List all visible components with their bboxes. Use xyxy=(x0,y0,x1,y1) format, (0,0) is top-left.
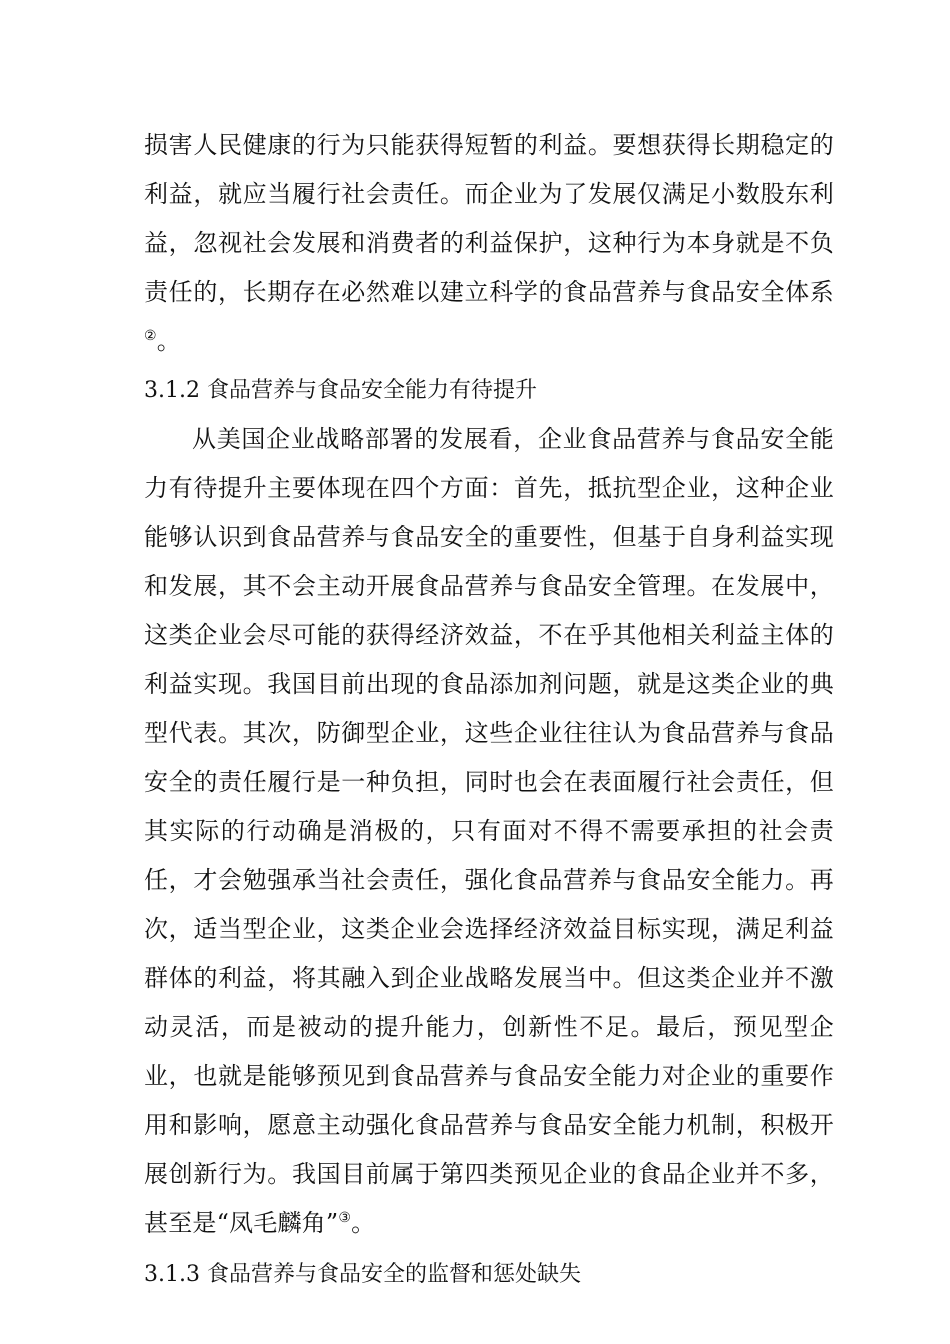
section-heading-3-1-3: 3.1.3 食品营养与食品安全的监督和惩处缺失 xyxy=(144,1262,581,1287)
document-page xyxy=(144,121,834,1299)
body-paragraph-2 xyxy=(144,415,834,1248)
section-heading-3-1-2: 3.1.2 食品营养与食品安全能力有待提升 xyxy=(144,378,537,403)
paragraph-end: 。 xyxy=(351,1209,376,1237)
body-paragraph-1 xyxy=(144,121,834,366)
paragraph-text: 损害人民健康的行为只能获得短暂的利益。要想获得长期稳定的利益，就应当履行社会责任。而企业为了发展仅满足小数股东利益，忽视社会发展和消费者的利益保护，这种行为本身就是不负责任的，长期存在必然难以建立科学的食品营养与食品安全体系 xyxy=(144,131,834,306)
footnote-marker: ③ xyxy=(338,1210,352,1226)
paragraph-end: 。 xyxy=(156,327,181,355)
paragraph-text: 从美国企业战略部署的发展看，企业食品营养与食品安全能力有待提升主要体现在四个方面：首先，抵抗型企业，这种企业能够认识到食品营养与食品安全的重要性，但基于自身利益实现和发展，其不会主动开展食品营养与食品安全管理。在发展中，这类企业会尽可能的获得经济效益，不在乎其他相关利益主体的利益实现。我国目前出现的食品添加剂问题，就是这类企业的典型代表。其次，防御型企业，这些企业往往认为食品营养与食品安全的责任履行是一种负担，同时也会在表面履行社会责任，但其实际的行动确是消极的，只有面对不得不需要承担的社会责任，才会勉强承当社会责任，强化食品营养与食品安全能力。再次，适当型企业，这类企业会选择经济效益目标实现，满足利益群体的利益，将其融入到企业战略发展当中。但这类企业并不激动灵活，而是被动的提升能力，创新性不足。最后，预见型企业，也就是能够预见到食品营养与食品安全能力对企业的重要作用和影响，愿意主动强化食品营养与食品安全能力机制，积极开展创新行为。我国目前属于第四类预见企业的食品企业并不多，甚至是“凤毛麟角” xyxy=(144,425,834,1237)
footnote-marker: ② xyxy=(144,328,157,344)
